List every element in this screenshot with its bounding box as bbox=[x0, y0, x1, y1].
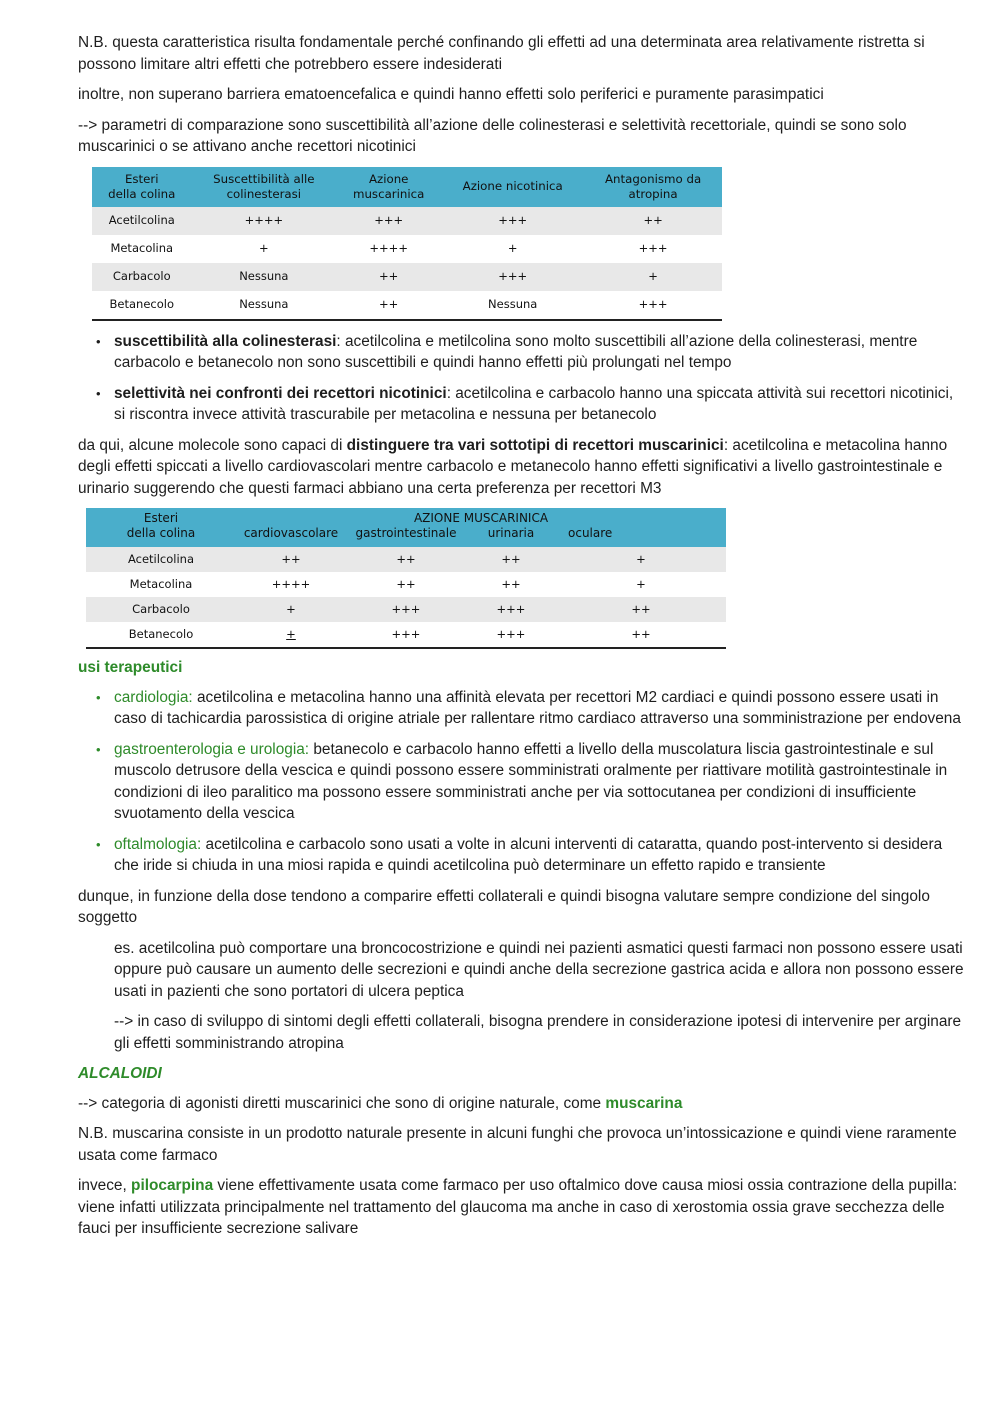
table-header-row bbox=[86, 508, 726, 526]
table-cell: Betanecolo bbox=[92, 291, 192, 320]
list-item bbox=[78, 834, 966, 877]
paragraph-atropine: --> in caso di sviluppo di sintomi degli effetti collaterali, bisogna prendere in considerazione ipotesi di intervenire per arginare gli effetti somministrando atropina bbox=[114, 1013, 962, 1052]
bullet-lead: suscettibilità alla colinesterasi bbox=[114, 332, 337, 350]
header-susceptibility bbox=[192, 167, 337, 207]
table-cell: + bbox=[236, 622, 346, 648]
paragraph-pilocarpina bbox=[78, 1175, 966, 1240]
table-cell: Metacolina bbox=[129, 576, 193, 591]
table-cell: + bbox=[584, 263, 722, 291]
table-cell: +++ bbox=[584, 291, 722, 320]
table-row bbox=[86, 547, 726, 572]
choline-esters-table bbox=[92, 167, 722, 321]
table-row bbox=[92, 263, 722, 291]
comparison-bullet-list bbox=[78, 331, 966, 426]
paragraph-comparison-params: --> parametri di comparazione sono suscettibilità all’azione delle colinesterasi e selettività recettoriale, quindi se sono solo muscarinici o se attivano anche recettori nicotinici bbox=[78, 116, 907, 155]
header-nicotinic-action bbox=[441, 167, 584, 207]
table-cell: ++ bbox=[584, 207, 722, 235]
header-text: Esteri della colina bbox=[108, 171, 176, 201]
bullet-lead: gastroenterologia e urologia: bbox=[114, 740, 310, 758]
table-row bbox=[86, 597, 726, 622]
list-item bbox=[78, 331, 966, 374]
bullet-text: : acetilcolina e carbacolo hanno una spiccata attività sui recettori nicotinici, si riscontra invece attività trascurabile per metacolina e nessuna per betanecolo bbox=[114, 384, 954, 423]
table-cell: Nessuna bbox=[441, 291, 584, 320]
table-cell: + bbox=[507, 240, 518, 255]
bullet-icon: • bbox=[96, 689, 101, 705]
header-group bbox=[236, 508, 726, 526]
text-span: invece, bbox=[78, 1177, 132, 1194]
header-atropine-antagonism bbox=[584, 167, 722, 207]
table-cell: + bbox=[636, 576, 646, 591]
table-cell: Metacolina bbox=[110, 240, 174, 255]
header-text: Azione nicotinica bbox=[462, 179, 563, 193]
table-cell: +++ bbox=[346, 597, 466, 622]
text-span: : acetilcolina e metacolina hanno degli effetti spiccati a livello cardiovascolari mentre carbacolo e metanecolo hanno effetti significativi a livello gastrointestinale e urinario suggerendo che questi farmaci abbiano una certa preferenza per recettori M3 bbox=[78, 436, 948, 497]
header-gastrointestinal: gastrointestinale bbox=[346, 526, 466, 547]
table-cell: + bbox=[259, 240, 269, 255]
text-bold: muscarina bbox=[605, 1094, 683, 1112]
header-esters bbox=[92, 167, 192, 207]
table-cell: ++ bbox=[336, 291, 441, 320]
paragraph-subtypes bbox=[78, 435, 966, 500]
table-cell: Acetilcolina bbox=[86, 547, 236, 572]
table-cell: ++++ bbox=[369, 240, 408, 255]
header-esters bbox=[86, 508, 236, 547]
table-cell: +++ bbox=[466, 597, 556, 622]
table-row bbox=[86, 572, 726, 597]
table-cell: +++ bbox=[336, 207, 441, 235]
bullet-text: betanecolo e carbacolo hanno effetti a livello della muscolatura liscia gastrointestinale e sul muscolo detrusore della vescica e quindi possono essere somministrati oralmente per riattivare motilità gastrointestinale in condizioni di ileo paralitico ma possono essere somministrati anche per via sottocutanea per condizioni di insufficiente svuotamento della vescica bbox=[114, 740, 948, 822]
muscarinic-action-table bbox=[86, 508, 726, 649]
table-cell: + bbox=[236, 597, 346, 622]
table-cell: ++ bbox=[556, 597, 726, 622]
table-cell: +++ bbox=[441, 263, 584, 291]
table-cell: +++ bbox=[441, 207, 584, 235]
table-cell: ++ bbox=[346, 547, 466, 572]
paragraph-example: es. acetilcolina può comportare una broncocostrizione e quindi nei pazienti asmatici questi farmaci non possono essere usati oppure può causare un aumento delle secrezioni e quindi anche della secrezione gastrica acida e allora non possono essere usati in pazienti che sono portatori di ulcera peptica bbox=[114, 939, 964, 1000]
bullet-icon: • bbox=[96, 836, 101, 852]
section-heading-alcaloidi: ALCALOIDI bbox=[78, 1065, 162, 1082]
header-text: Antagonismo da atropina bbox=[604, 171, 702, 201]
table-cell: Acetilcolina bbox=[92, 207, 192, 235]
text-span: viene effettivamente usata come farmaco per uso oftalmico dove causa miosi ossia contrazione della pupilla: viene infatti utilizzata principalmente nel trattamento del glaucoma ma anche in caso di xerostomia ossia grave secchezza delle fauci per insufficiente secrezione salivare bbox=[78, 1177, 958, 1237]
table-cell: ++ bbox=[556, 622, 726, 648]
bullet-icon: • bbox=[96, 385, 101, 401]
bullet-text: acetilcolina e metacolina hanno una affinità elevata per recettori M2 cardiaci e quindi possono essere usati in caso di tachicardia parossistica di origine atriale per rallentare ritmo cardiaco attraverso una somministrazione per endovena bbox=[114, 688, 961, 727]
table-cell: +++ bbox=[346, 622, 466, 648]
table-cell: Nessuna bbox=[192, 291, 337, 320]
list-item bbox=[78, 739, 966, 825]
bullet-icon: • bbox=[96, 333, 101, 349]
table-cell: + bbox=[556, 547, 726, 572]
text-bold: distinguere tra vari sottotipi di recettori muscarinici bbox=[346, 436, 724, 454]
header-ocular: oculare bbox=[556, 526, 726, 547]
table-cell: +++ bbox=[638, 240, 668, 255]
table-cell: ++ bbox=[336, 263, 441, 291]
list-item bbox=[78, 383, 966, 426]
table-cell: ++ bbox=[501, 576, 521, 591]
header-text: Esteri della colina bbox=[126, 511, 196, 540]
paragraph-blood-brain-barrier: inoltre, non superano barriera ematoencefalica e quindi hanno effetti solo periferici e puramente parasimpatici bbox=[78, 86, 824, 103]
table-cell: ++++ bbox=[271, 576, 311, 591]
table-cell: ++ bbox=[396, 576, 416, 591]
bullet-text: : acetilcolina e metilcolina sono molto suscettibili all’azione della colinesterasi, mentre carbacolo e betanecolo non sono suscettibili e quindi hanno effetti più prolungati nel tempo bbox=[114, 332, 918, 371]
header-muscarinic-action bbox=[336, 167, 441, 207]
table-cell: ++++ bbox=[192, 207, 337, 235]
table-cell: Carbacolo bbox=[86, 597, 236, 622]
table-row bbox=[92, 291, 722, 320]
header-urinary: urinaria bbox=[466, 526, 556, 547]
paragraph-muscarina bbox=[78, 1093, 966, 1115]
text-span: --> categoria di agonisti diretti muscarinici che sono di origine naturale, come bbox=[78, 1094, 606, 1112]
text-bold: pilocarpina bbox=[131, 1177, 214, 1194]
list-item bbox=[78, 687, 966, 730]
therapeutic-uses-list bbox=[78, 687, 966, 877]
table-cell: ++ bbox=[236, 547, 346, 572]
paragraph-nb-muscarina: N.B. muscarina consiste in un prodotto naturale presente in alcuni funghi che provoca un’intossicazione e quindi viene raramente usata come farmaco bbox=[78, 1125, 957, 1164]
section-heading-usi-terapeutici: usi terapeutici bbox=[78, 659, 183, 676]
bullet-lead: cardiologia: bbox=[114, 688, 193, 706]
table-row bbox=[92, 235, 722, 263]
bullet-icon: • bbox=[96, 741, 101, 757]
table-row bbox=[92, 207, 722, 235]
table-row bbox=[86, 622, 726, 648]
header-cardiovascular: cardiovascolare bbox=[236, 526, 346, 547]
table-cell: ++ bbox=[466, 547, 556, 572]
bullet-text: acetilcolina e carbacolo sono usati a volte in alcuni interventi di cataratta, quando post-intervento si desidera che iride si chiuda in una miosi rapida e quindi acetilcolina può determinare un effetto rapido e transiente bbox=[114, 835, 943, 874]
bullet-lead: selettività nei confronti dei recettori nicotinici bbox=[114, 384, 447, 402]
table-cell: Betanecolo bbox=[86, 622, 236, 648]
header-text: Suscettibilità alle colinesterasi bbox=[213, 171, 315, 201]
table-cell: +++ bbox=[466, 622, 556, 648]
paragraph-dose-effects: dunque, in funzione della dose tendono a comparire effetti collaterali e quindi bisogna valutare sempre condizione del singolo soggetto bbox=[78, 887, 930, 926]
table-header-row bbox=[92, 167, 722, 207]
header-text: AZIONE MUSCARINICA bbox=[413, 511, 549, 525]
document-page bbox=[78, 32, 966, 1249]
paragraph-nb-confinement: N.B. questa caratteristica risulta fondamentale perché confinando gli effetti ad una determinata area relativamente ristretta si possono limitare altri effetti che potrebbero essere indesiderati bbox=[78, 34, 925, 73]
table-cell: Nessuna bbox=[192, 263, 337, 291]
header-text: Azione muscarinica bbox=[352, 171, 425, 201]
bullet-lead: oftalmologia: bbox=[114, 835, 202, 853]
text-span: da qui, alcune molecole sono capaci di bbox=[78, 436, 347, 454]
table-cell: Carbacolo bbox=[92, 263, 192, 291]
